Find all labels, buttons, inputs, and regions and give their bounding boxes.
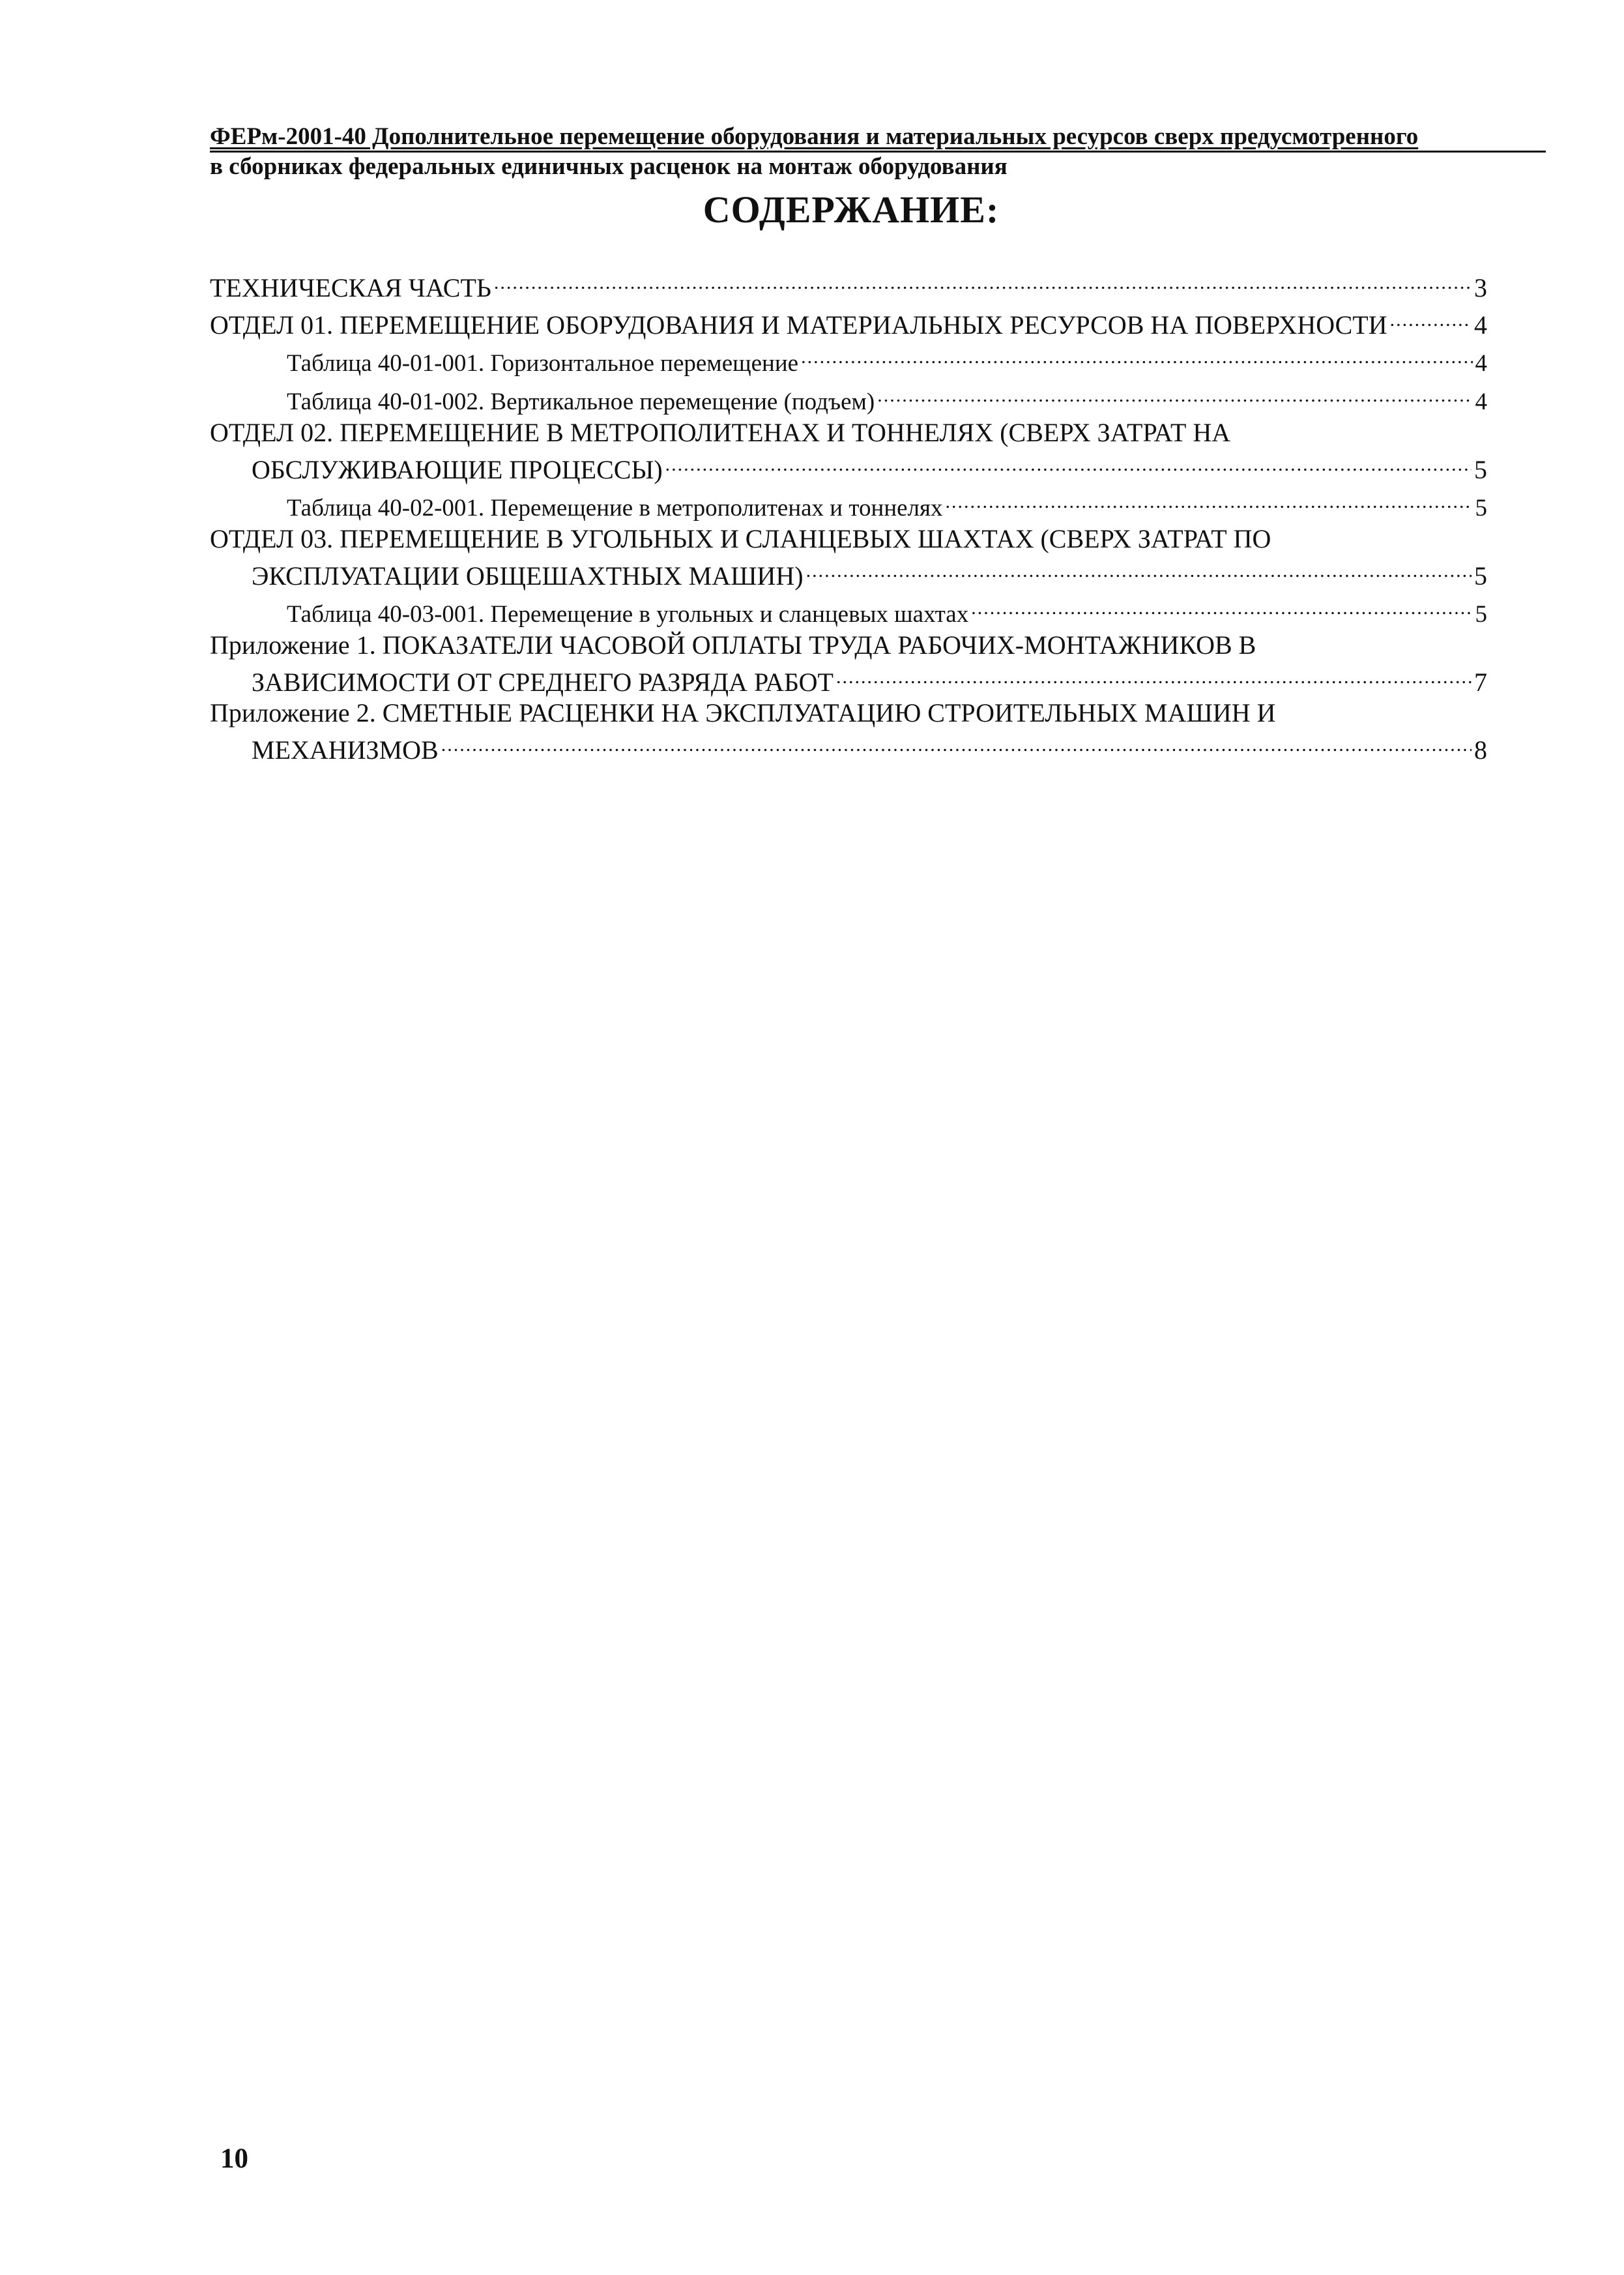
toc-entry-label: Приложение 2. СМЕТНЫЕ РАСЦЕНКИ НА ЭКСПЛУАТАЦИЮ СТРОИТЕЛЬНЫХ МАШИН И <box>210 698 1276 727</box>
toc-entry-label: ЗАВИСИМОСТИ ОТ СРЕДНЕГО РАЗРЯДА РАБОТ <box>252 668 834 697</box>
toc-page-number: 4 <box>1474 310 1487 340</box>
toc-entry-label: ЭКСПЛУАТАЦИИ ОБЩЕШАХТНЫХ МАШИН) <box>252 561 804 591</box>
header-line-1-text: ФЕРм-2001-40 Дополнительное перемещение оборудования и материальных ресурсов сверх предусмотренного <box>210 123 1419 150</box>
toc-page-number: 4 <box>1475 350 1487 377</box>
toc-page-number: 5 <box>1474 455 1487 484</box>
toc-entry-label: ТЕХНИЧЕСКАЯ ЧАСТЬ <box>210 273 491 302</box>
toc-leader-dots <box>1390 303 1472 334</box>
toc-leader-dots <box>877 379 1472 409</box>
toc-entry-appendix-1-line-2[interactable] <box>210 660 1487 697</box>
toc-entry-label: Таблица 40-01-002. Вертикальное перемещение (подъем) <box>287 389 875 415</box>
table-of-contents <box>210 266 1487 765</box>
toc-entry-table-40-02-001[interactable] <box>210 485 1487 523</box>
toc-title: СОДЕРЖАНИЕ: <box>703 188 1000 231</box>
header-rule <box>210 151 1546 153</box>
toc-entry-label: ОБСЛУЖИВАЮЩИЕ ПРОЦЕССЫ) <box>252 455 663 484</box>
toc-entry-appendix-1-line-1[interactable] <box>210 630 1487 660</box>
toc-leader-dots <box>441 728 1472 759</box>
toc-leader-dots <box>806 554 1472 585</box>
toc-entry-section-02-line-2[interactable] <box>210 448 1487 485</box>
toc-entry-label: ОТДЕЛ 02. ПЕРЕМЕЩЕНИЕ В МЕТРОПОЛИТЕНАХ И ТОННЕЛЯХ (СВЕРХ ЗАТРАТ НА <box>210 418 1231 447</box>
toc-page-number: 3 <box>1474 273 1487 302</box>
toc-entry-label: ОТДЕЛ 03. ПЕРЕМЕЩЕНИЕ В УГОЛЬНЫХ И СЛАНЦЕВЫХ ШАХТАХ (СВЕРХ ЗАТРАТ ПО <box>210 524 1271 553</box>
toc-entry-section-03-line-1[interactable] <box>210 523 1487 554</box>
toc-entry-section-01[interactable] <box>210 303 1487 340</box>
running-header <box>210 123 1546 181</box>
toc-entry-label: Таблица 40-03-001. Перемещение в угольных и сланцевых шахтах <box>287 601 969 628</box>
toc-page-number: 7 <box>1474 668 1487 697</box>
toc-entry-label: ОТДЕЛ 01. ПЕРЕМЕЩЕНИЕ ОБОРУДОВАНИЯ И МАТЕРИАЛЬНЫХ РЕСУРСОВ НА ПОВЕРХНОСТИ <box>210 310 1387 340</box>
toc-entry-appendix-2-line-1[interactable] <box>210 697 1487 728</box>
toc-page-number: 8 <box>1474 735 1487 765</box>
toc-leader-dots <box>801 340 1472 371</box>
toc-entry-technical-part[interactable] <box>210 266 1487 303</box>
toc-entry-table-40-01-001[interactable] <box>210 340 1487 379</box>
toc-entry-label: Таблица 40-02-001. Перемещение в метрополитенах и тоннелях <box>287 495 943 521</box>
toc-page-number: 4 <box>1475 389 1487 415</box>
toc-leader-dots <box>665 448 1472 478</box>
toc-page-number: 5 <box>1475 495 1487 521</box>
toc-entry-section-03-line-2[interactable] <box>210 554 1487 591</box>
toc-entry-table-40-01-002[interactable] <box>210 379 1487 417</box>
toc-page-number: 5 <box>1474 561 1487 591</box>
toc-entry-label: МЕХАНИЗМОВ <box>252 735 439 765</box>
toc-entry-label: Приложение 1. ПОКАЗАТЕЛИ ЧАСОВОЙ ОПЛАТЫ ТРУДА РАБОЧИХ-МОНТАЖНИКОВ В <box>210 630 1256 660</box>
toc-entry-appendix-2-line-2[interactable] <box>210 728 1487 765</box>
toc-leader-dots <box>836 660 1472 691</box>
header-line-1 <box>210 123 1546 151</box>
toc-leader-dots <box>971 591 1472 622</box>
toc-entry-section-02-line-1[interactable] <box>210 417 1487 448</box>
toc-leader-dots <box>946 485 1473 516</box>
toc-leader-dots <box>494 266 1472 297</box>
toc-page-number: 5 <box>1475 601 1487 628</box>
header-line-2: в сборниках федеральных единичных расценок на монтаж оборудования <box>210 153 1008 180</box>
toc-entry-label: Таблица 40-01-001. Горизонтальное перемещение <box>287 350 799 377</box>
page-number: 10 <box>220 2143 248 2174</box>
toc-entry-table-40-03-001[interactable] <box>210 591 1487 630</box>
